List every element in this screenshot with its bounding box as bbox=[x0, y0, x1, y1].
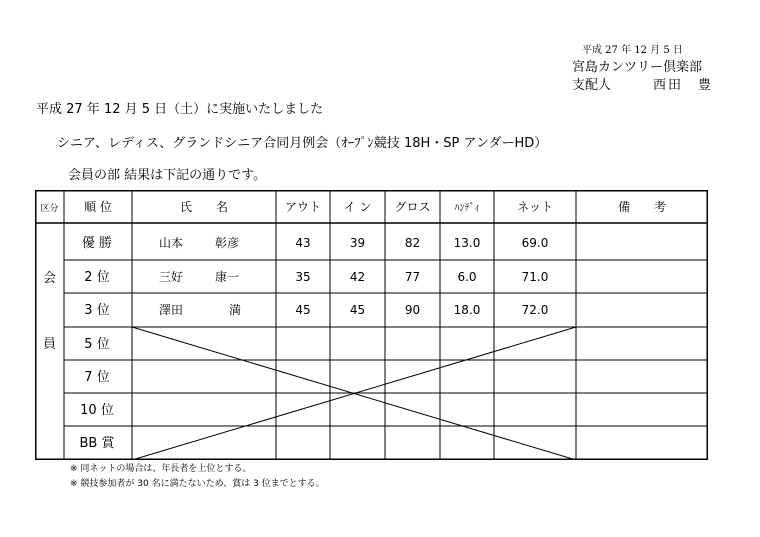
net-score: 69.0 bbox=[521, 236, 549, 250]
rank-cell: 7 位 bbox=[84, 370, 110, 385]
rank-cell: BB 賞 bbox=[79, 436, 115, 451]
header-remarks: 備 考 bbox=[617, 200, 667, 214]
handicap: 6.0 bbox=[457, 270, 477, 284]
column-lines bbox=[64, 190, 576, 460]
player-surname: 山本 bbox=[159, 236, 184, 250]
out-score: 45 bbox=[295, 303, 311, 317]
in-score: 39 bbox=[349, 236, 366, 250]
division-char: 会 bbox=[42, 271, 57, 286]
header-net: ネット bbox=[516, 200, 554, 214]
header-division: 区分 bbox=[40, 204, 59, 214]
handicap: 18.0 bbox=[453, 303, 481, 317]
net-score: 71.0 bbox=[521, 270, 549, 284]
footnote: ※ 競技参加者が 30 名に満たないため、賞は 3 位までとする。 bbox=[70, 479, 325, 489]
rank-cell: 10 位 bbox=[80, 403, 114, 418]
division-char: 員 bbox=[42, 337, 57, 352]
document-date: 平成 27 年 12 月 5 日 bbox=[582, 45, 683, 56]
intro-result-line: 会員の部 結果は下記の通りです。 bbox=[68, 168, 267, 183]
gross-score: 82 bbox=[404, 236, 421, 250]
header-gross: グロス bbox=[394, 200, 431, 214]
player-surname: 澤田 bbox=[159, 303, 184, 317]
results-table bbox=[35, 190, 708, 460]
footnotes bbox=[70, 462, 325, 492]
player-given-name: 彰彦 bbox=[215, 236, 240, 250]
rank-cell: 3 位 bbox=[84, 303, 110, 318]
in-score: 42 bbox=[349, 270, 366, 284]
rank-cell: 優 勝 bbox=[81, 236, 113, 251]
footnote: ※ 同ネットの場合は、年長者を上位とする。 bbox=[70, 464, 252, 474]
rank-cell: 2 位 bbox=[84, 270, 110, 285]
player-given-name: 康一 bbox=[215, 270, 240, 284]
player-given-name: 満 bbox=[229, 303, 242, 317]
header-handicap: ﾊﾝﾃﾞｨ bbox=[454, 203, 480, 214]
out-score: 35 bbox=[295, 270, 311, 284]
net-score: 72.0 bbox=[521, 303, 549, 317]
gross-score: 90 bbox=[404, 303, 421, 317]
header-out: アウト bbox=[284, 200, 322, 214]
manager-name: 西田 豊 bbox=[653, 78, 714, 93]
player-surname: 三好 bbox=[159, 270, 184, 284]
intro-event-line: シニア、レディス、グランドシニア合同月例会（ｵｰﾌﾟﾝ競技 18H・SP アンダーHD） bbox=[57, 136, 548, 151]
handicap: 13.0 bbox=[453, 236, 481, 250]
row-lines bbox=[64, 260, 708, 426]
club-name: 宮島カンツリー倶楽部 bbox=[572, 60, 703, 75]
manager-role: 支配人 bbox=[572, 78, 612, 93]
table-border bbox=[36, 191, 708, 460]
intro-date-line: 平成 27 年 12 月 5 日（土）に実施いたしました bbox=[36, 102, 324, 117]
header-in: イ ン bbox=[343, 200, 372, 214]
rank-cell: 5 位 bbox=[84, 337, 110, 352]
header-name: 氏 名 bbox=[179, 200, 229, 214]
in-score: 45 bbox=[349, 303, 366, 317]
header-rank: 順 位 bbox=[84, 200, 112, 214]
out-score: 43 bbox=[295, 236, 311, 250]
gross-score: 77 bbox=[404, 270, 421, 284]
